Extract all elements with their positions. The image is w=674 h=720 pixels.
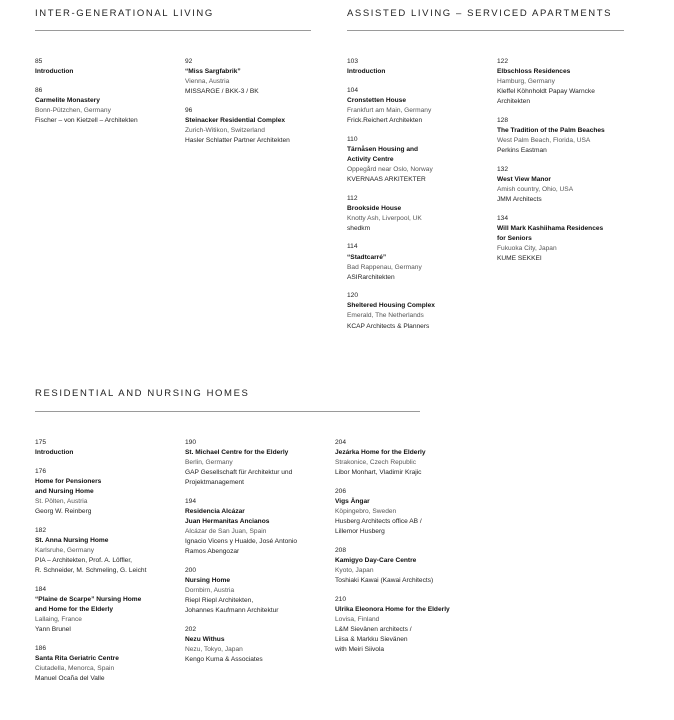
- entry-location: Kyoto, Japan: [335, 567, 374, 575]
- entry-architect: KVERNAAS ARKITEKTER: [347, 175, 426, 183]
- entry-title: Will Mark Kashiihama Residences: [497, 224, 604, 232]
- page-number: 96: [185, 106, 193, 114]
- page-number: 200: [185, 567, 197, 575]
- entry-architect: Perkins Eastman: [497, 147, 547, 155]
- page-number: 186: [35, 644, 47, 652]
- page-number: 120: [347, 292, 359, 300]
- toc-entry: [185, 566, 335, 616]
- entry-architect: Johannes Kaufmann Architektur: [185, 607, 279, 615]
- page-number: 132: [497, 165, 509, 173]
- entry-title: Steinacker Residential Complex: [185, 116, 286, 124]
- toc-column: [185, 438, 335, 674]
- toc-entry: [335, 546, 485, 586]
- entry-architect: Architekten: [497, 98, 530, 106]
- entry-location: Karlsruhe, Germany: [35, 546, 94, 554]
- toc-column: [335, 438, 485, 664]
- entry-location: Amish country, Ohio, USA: [497, 186, 574, 194]
- toc-entry: [35, 438, 185, 458]
- section-title-inter-generational-living: INTER-GENERATIONAL LIVING: [35, 8, 214, 19]
- section-title-assisted-living: ASSISTED LIVING – SERVICED APARTMENTS: [347, 8, 613, 19]
- entry-location: Nezu, Tokyo, Japan: [185, 646, 243, 654]
- entry-location: Bad Rappenau, Germany: [347, 263, 422, 271]
- entry-architect: Ramos Abengozar: [185, 548, 240, 556]
- page-number: 110: [347, 135, 358, 143]
- entry-architect: Ignacio Vicens y Hualde, José Antonio: [185, 538, 298, 546]
- page-number: 122: [497, 58, 509, 65]
- entry-architect: PIA – Architekten, Prof. A. Löffler,: [35, 556, 133, 564]
- page-number: 86: [35, 86, 43, 94]
- entry-architect: Georg W. Reinberg: [35, 508, 92, 516]
- entry-location: Berlin, Germany: [185, 459, 233, 467]
- page-number: 103: [347, 58, 359, 65]
- entry-title: Introduction: [347, 68, 386, 76]
- entry-title: Cronstetten House: [347, 96, 406, 104]
- entry-architect: Husberg Architects office AB /: [335, 518, 422, 526]
- toc-column: [35, 438, 185, 692]
- entry-location: Strakonice, Czech Republic: [335, 459, 416, 467]
- toc-column: [185, 57, 335, 155]
- toc-entry: [185, 625, 335, 665]
- toc-entry: [185, 106, 335, 146]
- page-number: 182: [35, 526, 47, 534]
- entry-title: and Home for the Elderly: [35, 605, 114, 613]
- section-divider: [35, 30, 311, 31]
- entry-location: Fukuoka City, Japan: [497, 245, 557, 252]
- toc-entry: [347, 86, 497, 126]
- entry-title: St. Anna Nursing Home: [35, 536, 109, 544]
- toc-entry: [185, 438, 335, 488]
- entry-title: and Nursing Home: [35, 487, 94, 495]
- entry-location: Köpingebro, Sweden: [335, 508, 397, 516]
- entry-title: Activity Centre: [347, 155, 394, 163]
- entry-location: Zurich-Witikon, Switzerland: [185, 127, 265, 135]
- entry-architect: GAP Gesellschaft für Architektur und: [185, 469, 293, 477]
- page-number: 206: [335, 487, 347, 495]
- toc-entry: [35, 644, 185, 684]
- entry-architect: JMM Architects: [497, 196, 542, 204]
- entry-title: Sheltered Housing Complex: [347, 302, 435, 310]
- entry-architect: Fischer – von Kietzell – Architekten: [35, 116, 138, 124]
- entry-location: Bonn-Pützchen, Germany: [35, 106, 111, 114]
- section-divider: [35, 411, 420, 412]
- entry-architect: Riepl Riepl Architekten,: [185, 597, 254, 605]
- entry-title: Brookside House: [347, 204, 402, 212]
- page-number: 176: [35, 467, 47, 475]
- entry-title: Jezárka Home for the Elderly: [335, 449, 426, 457]
- section-title-residential-and-nursing-homes: RESIDENTIAL AND NURSING HOMES: [35, 388, 250, 399]
- entry-title: “Stadtcarré”: [347, 253, 387, 261]
- toc-entry: [497, 116, 647, 156]
- toc-entry: [185, 497, 335, 558]
- page-number: 85: [35, 58, 43, 65]
- entry-location: Vienna, Austria: [185, 78, 230, 86]
- entry-title: St. Michael Centre for the Elderly: [185, 449, 289, 457]
- page-number: 114: [347, 243, 358, 251]
- page-number: 134: [497, 214, 509, 222]
- toc-entry: [347, 57, 497, 77]
- toc-entry: [185, 57, 335, 97]
- entry-location: Dornbirn, Austria: [185, 587, 235, 595]
- toc-entry: [335, 595, 485, 656]
- entry-architect: Liisa & Markku Sievänen: [335, 636, 408, 644]
- entry-title: Carmelite Monastery: [35, 96, 100, 104]
- entry-location: Knotty Ash, Liverpool, UK: [347, 214, 422, 222]
- entry-location: Oppegård near Oslo, Norway: [347, 165, 433, 173]
- entry-title: Santa Rita Geriatric Centre: [35, 654, 119, 662]
- entry-title: Kamigyo Day-Care Centre: [335, 556, 417, 564]
- entry-architect: ASIRarchitekten: [347, 273, 395, 281]
- entry-architect: with Meiri Siivola: [335, 646, 385, 654]
- entry-title: Introduction: [35, 68, 74, 76]
- entry-title: Home for Pensioners: [35, 477, 102, 485]
- toc-entry: [347, 194, 497, 234]
- entry-title: Nezu Withus: [185, 636, 225, 644]
- page-number: 194: [185, 497, 197, 505]
- entry-location: Lallaing, France: [35, 615, 82, 623]
- entry-title: Nursing Home: [185, 577, 231, 585]
- entry-architect: Kleffel Köhnholdt Papay Warncke: [497, 88, 595, 96]
- entry-title: “Plaine de Scarpe” Nursing Home: [35, 595, 142, 603]
- toc-entry: [35, 526, 185, 576]
- entry-architect: Libor Monhart, Vladimir Krajic: [335, 469, 422, 477]
- entry-location: Frankfurt am Main, Germany: [347, 106, 432, 114]
- toc-column: [35, 57, 185, 135]
- entry-architect: shedkm: [347, 224, 371, 232]
- entry-architect: Lillemor Husberg: [335, 528, 385, 536]
- entry-architect: Kengo Kuma & Associates: [185, 656, 263, 664]
- entry-architect: KUME SEKKEI: [497, 255, 542, 263]
- toc-entry: [35, 585, 185, 635]
- toc-entry: [35, 57, 185, 77]
- toc-entry: [497, 57, 647, 107]
- entry-location: West Palm Beach, Florida, USA: [497, 137, 591, 145]
- page-number: 184: [35, 585, 47, 593]
- page-number: 208: [335, 546, 347, 554]
- toc-entry: [35, 86, 185, 126]
- toc-entry: [347, 135, 497, 185]
- entry-architect: Manuel Ocaña del Valle: [35, 674, 105, 682]
- entry-architect: Toshiaki Kawai (Kawai Architects): [335, 577, 434, 585]
- toc-entry: [497, 165, 647, 205]
- entry-title: Ulrika Eleonora Home for the Elderly: [335, 605, 450, 613]
- entry-title: Introduction: [35, 449, 74, 457]
- entry-architect: Frick.Reichert Architekten: [347, 116, 423, 124]
- entry-title: Tärnåsen Housing and: [347, 145, 419, 153]
- entry-architect: Yann Brunel: [35, 626, 71, 633]
- entry-location: Lovisa, Finland: [335, 615, 380, 623]
- entry-location: Ciutadella, Menorca, Spain: [35, 664, 115, 672]
- toc-entry: [347, 242, 497, 282]
- section-divider: [347, 30, 624, 31]
- entry-title: for Seniors: [497, 234, 532, 242]
- toc-entry: [347, 291, 497, 331]
- page-number: 175: [35, 439, 47, 446]
- toc-entry: [35, 467, 185, 517]
- entry-location: Emerald, The Netherlands: [347, 312, 424, 320]
- entry-architect: Projektmanagement: [185, 479, 245, 487]
- entry-title: “Miss Sargfabrik”: [185, 68, 241, 76]
- entry-architect: Hasler Schlatter Partner Architekten: [185, 137, 290, 145]
- entry-title: The Tradition of the Palm Beaches: [497, 127, 605, 135]
- entry-architect: L&M Sievänen architects /: [335, 626, 412, 633]
- page-number: 202: [185, 626, 197, 633]
- page-number: 92: [185, 58, 193, 65]
- toc-entry: [335, 438, 485, 478]
- entry-location: St. Pölten, Austria: [35, 497, 88, 505]
- page-number: 128: [497, 116, 509, 124]
- entry-title: Elbschloss Residences: [497, 68, 571, 76]
- toc-entry: [335, 487, 485, 537]
- page-number: 104: [347, 86, 359, 94]
- entry-title: Vigs Ängar: [335, 497, 370, 505]
- entry-title: Residencia Alcázar: [185, 508, 245, 516]
- entry-title: West View Manor: [497, 175, 551, 183]
- toc-column: [347, 57, 497, 340]
- page-number: 204: [335, 439, 347, 446]
- entry-architect: R. Schneider, M. Schmeling, G. Leicht: [35, 567, 147, 575]
- entry-title: Juan Hermanitas Ancianos: [185, 518, 270, 526]
- page-number: 190: [185, 439, 197, 446]
- toc-column: [497, 57, 647, 273]
- page-number: 210: [335, 595, 347, 603]
- entry-location: Alcázar de San Juan, Spain: [185, 528, 267, 536]
- entry-architect: MISSARGE / BKK-3 / BK: [185, 88, 259, 96]
- entry-location: Hamburg, Germany: [497, 78, 555, 86]
- page-number: 112: [347, 194, 358, 202]
- entry-architect: KCAP Architects & Planners: [347, 322, 430, 330]
- toc-entry: [497, 214, 647, 264]
